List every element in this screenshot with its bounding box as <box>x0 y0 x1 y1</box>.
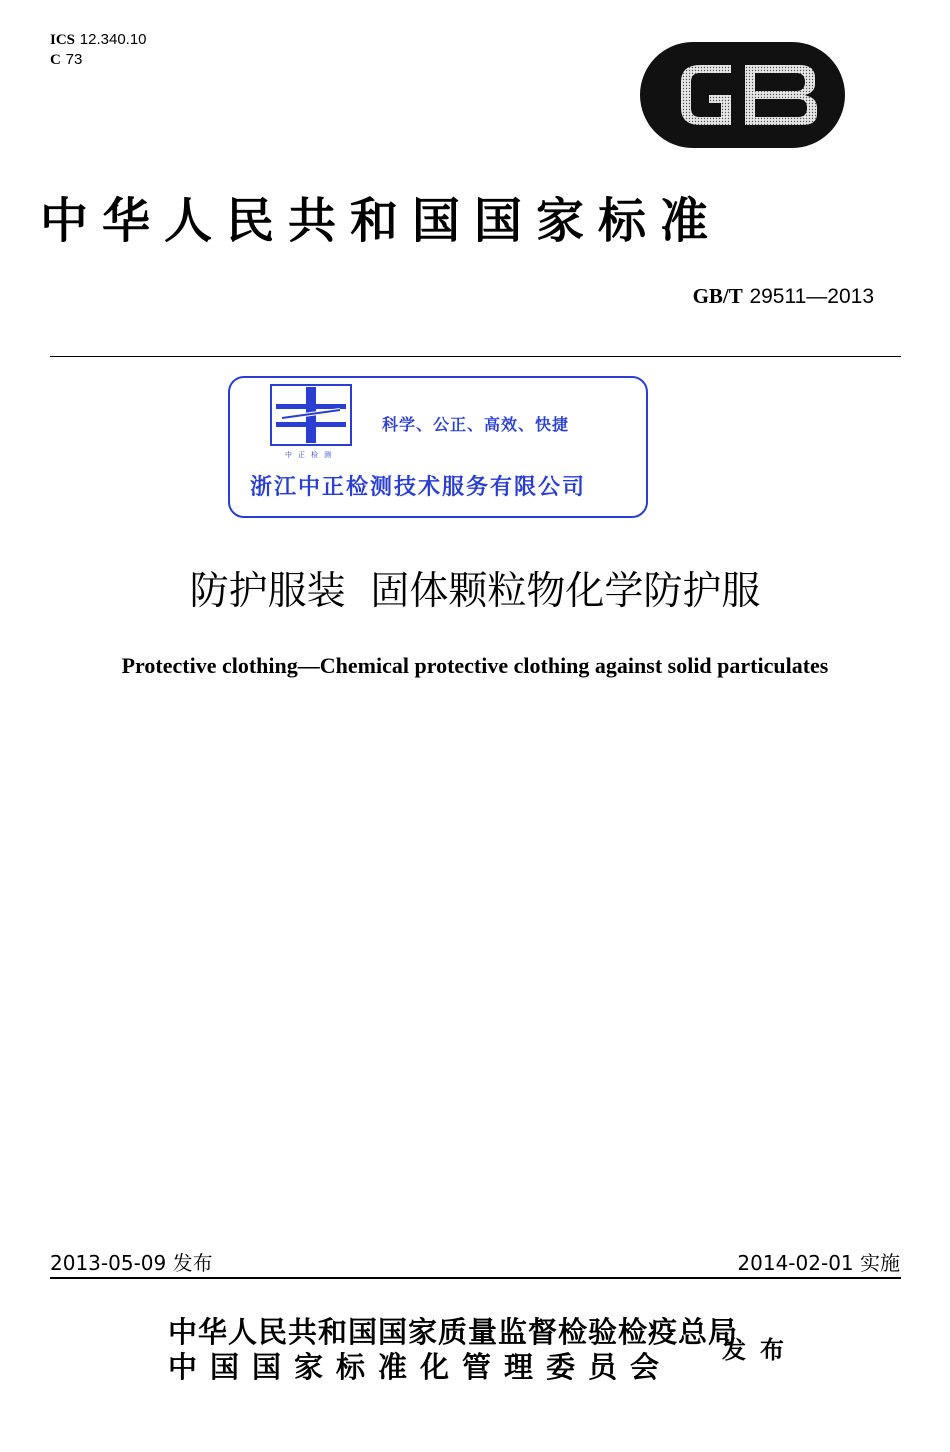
title-chinese: 防护服装 固体颗粒物化学防护服 <box>189 569 761 614</box>
classification-codes <box>50 30 147 70</box>
standard-number <box>693 284 874 309</box>
stamp-company-name: 浙江中正检测技术服务有限公司 <box>250 475 587 500</box>
main-title: 中华人民共和国国家标准 <box>40 193 723 249</box>
issue-verb: 发布 <box>722 1338 798 1364</box>
company-logo-icon <box>270 384 352 446</box>
ics-label: ICS <box>50 32 76 48</box>
ics-code: 12.340.10 <box>79 31 147 48</box>
gb-logo <box>640 42 845 148</box>
publish-date: 2013-05-09 发布 <box>50 1251 213 1275</box>
standard-code: 29511—2013 <box>749 285 874 308</box>
implement-date: 2014-02-01 实施 <box>737 1251 900 1275</box>
top-divider <box>50 356 901 357</box>
title-english: Protective clothing—Chemical protective clothing against solid particulates <box>121 653 829 678</box>
company-stamp <box>228 376 648 518</box>
standard-prefix: GB/T <box>692 284 743 308</box>
ccs-code: 73 <box>65 51 83 68</box>
ccs-line <box>50 50 147 70</box>
issuer-sac: 中国国家标准化管理委员会 <box>168 1352 673 1384</box>
issuer-aqsiq: 中华人民共和国国家质量监督检验检疫总局 <box>168 1317 739 1349</box>
stamp-slogan: 科学、公正、高效、快捷 <box>382 415 570 434</box>
ccs-label: C <box>50 52 61 68</box>
ics-line <box>50 30 147 50</box>
stamp-mini-text: 中正检测 <box>285 451 337 459</box>
bottom-divider <box>50 1277 901 1279</box>
